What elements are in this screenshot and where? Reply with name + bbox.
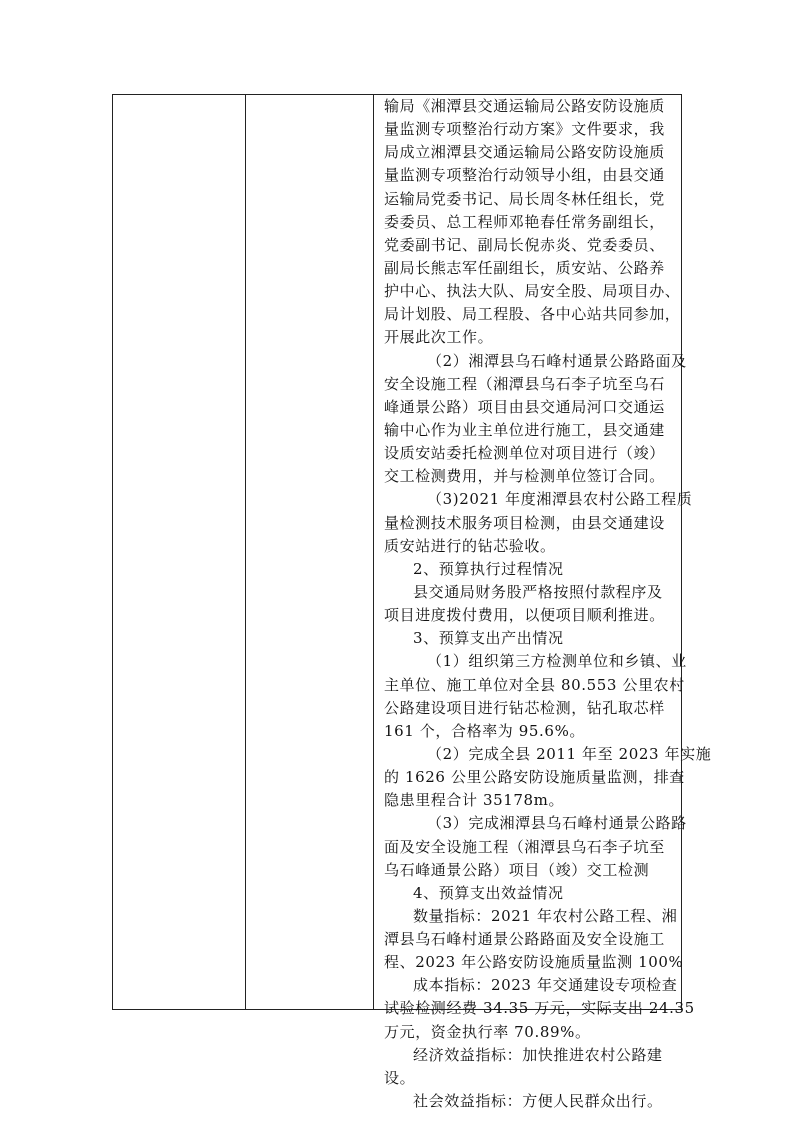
text-line: 质安站进行的钻芯验收。 [384,536,556,555]
text-line: 社会效益指标：方便人民群众出行。 [413,1092,663,1111]
text-line: 成本指标：2023 年交通建设专项检查 [413,976,678,995]
text-line: 试验检测经费 34.35 万元，实际支出 24.35 [384,999,695,1018]
text-line: 开展此次工作。 [384,328,494,347]
text-line: 运输局党委书记、局长周冬林任组长，党 [384,189,665,208]
text-line: 设。 [384,1068,416,1087]
text-line: （3）完成湘潭县乌石峰村通景公路路 [427,814,687,833]
text-line: 数量指标：2021 年农村公路工程、湘 [413,906,678,925]
text-line: 委委员、总工程师邓艳春任常务副组长， [384,212,665,231]
text-line: （2）完成全县 2011 年至 2023 年实施 [427,744,712,763]
table-cell-empty [113,95,245,1009]
text-line: 3、预算支出产出情况 [413,629,564,648]
text-line: 乌石峰通景公路）项目（竣）交工检测 [384,860,650,879]
text-line: 护中心、执法大队、局安全股、局项目办、 [384,282,681,301]
text-line: 县交通局财务股严格按照付款程序及 [413,582,663,601]
text-line: 万元，资金执行率 70.89%。 [384,1022,591,1041]
text-line: 隐患里程合计 35178m。 [384,791,565,810]
text-line: 2、预算执行过程情况 [413,559,564,578]
text-line: （3)2021 年度湘潭县农村公路工程质 [427,490,693,509]
text-line: 潭县乌石峰村通景公路路面及安全设施工 [384,930,665,949]
text-line: 输局《湘潭县交通运输局公路安防设施质 [384,97,665,115]
text-line: 161 个，合格率为 95.6%。 [384,721,586,740]
report-table [112,94,712,1111]
text-line: 量监测专项整治行动领导小组，由县交通 [384,166,665,185]
table-cell-content [384,95,712,1113]
text-line: 副局长熊志军任副组长，质安站、公路养 [384,258,665,277]
text-line: （2）湘潭县乌石峰村通景公路路面及 [427,351,687,370]
text-line: 局成立湘潭县交通运输局公路安防设施质 [384,143,665,162]
text-line: 程、2023 年公路安防设施质量监测 100% [384,953,684,972]
text-line: 峰通景公路）项目由县交通局河口交通运 [384,397,665,416]
text-line: 公路建设项目进行钻芯检测，钻孔取芯样 [384,698,665,717]
text-line: 主单位、施工单位对全县 80.553 公里农村 [384,675,685,694]
text-line: 设质安站委托检测单位对项目进行（竣） [384,444,665,463]
text-line: 经济效益指标：加快推进农村公路建 [413,1045,663,1064]
text-line: 项目进度拨付费用，以便项目顺利推进。 [384,606,665,625]
text-line: 交工检测费用，并与检测单位签订合同。 [384,467,665,486]
text-line: 的 1626 公里公路安防设施质量监测，排查 [384,768,685,787]
text-line: 输中心作为业主单位进行施工，县交通建 [384,420,665,439]
table-cell-empty [246,95,373,1009]
text-line: 党委副书记、副局长倪赤炎、党委委员、 [384,235,665,254]
text-line: 量监测专项整治行动方案》文件要求，我 [384,120,665,139]
column-divider [373,95,374,1009]
text-line: 安全设施工程（湘潭县乌石李子坑至乌石 [384,374,665,393]
text-line: 4、预算支出效益情况 [413,883,564,902]
text-line: 量检测技术服务项目检测，由县交通建设 [384,513,665,532]
text-line: 局计划股、局工程股、各中心站共同参加， [384,305,681,324]
text-line: （1）组织第三方检测单位和乡镇、业 [427,652,687,671]
text-line: 面及安全设施工程（湘潭县乌石李子坑至 [384,837,665,856]
